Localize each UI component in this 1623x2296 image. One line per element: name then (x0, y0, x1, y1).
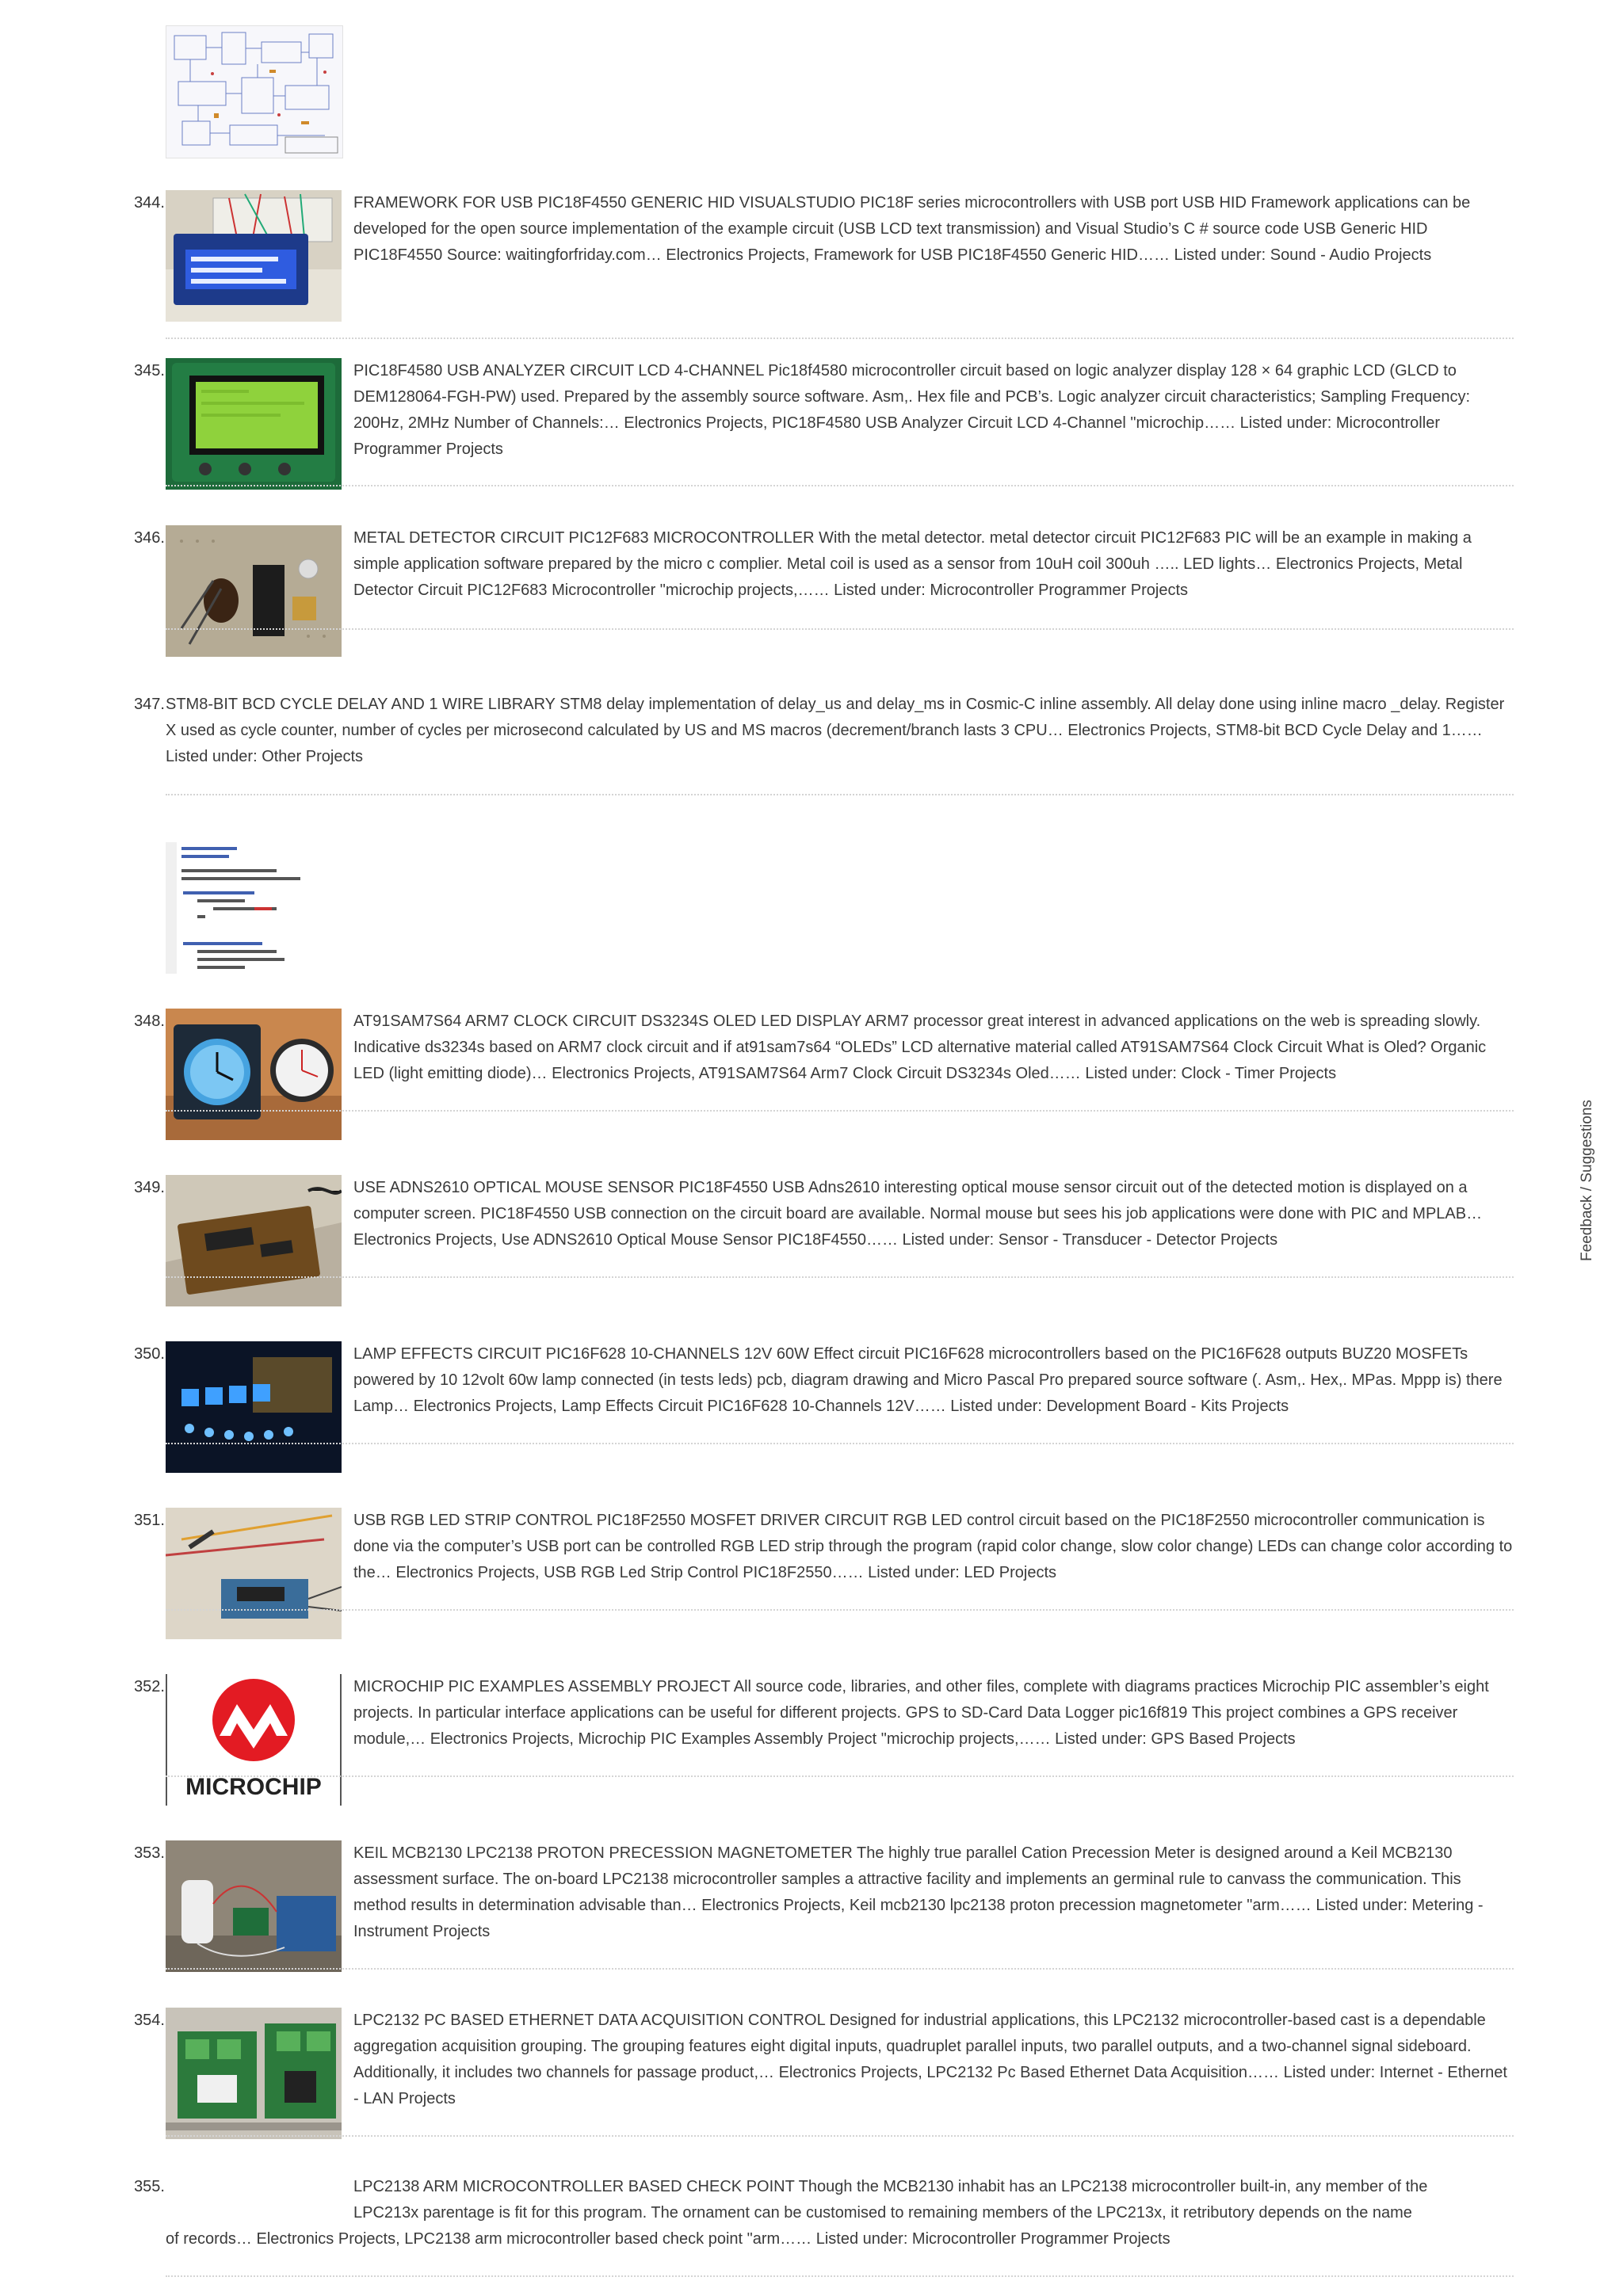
item-separator (166, 2135, 1514, 2137)
item-number: 346. (134, 529, 165, 547)
item-separator (166, 1443, 1514, 1444)
led-strip-image[interactable] (166, 1508, 342, 1639)
item-description[interactable]: STM8-BIT BCD CYCLE DELAY AND 1 WIRE LIBRARY STM8 delay implementation of delay_us and delay_ms in Cosmic-C inline assembly. All delay done using inline macro _delay. Register X used as cycle counter, number of cycles per microsecond calculated by US and MS macros (decrement/branch lasts 3 CPU… Electronics Projects, STM8-bit BCD Cycle Delay and 1…… Listed under: Other Projects (166, 696, 1505, 765)
item-separator (166, 794, 1514, 795)
microchip-logo-text: MICROCHIP (185, 1774, 322, 1800)
item-number: 355. (134, 2178, 165, 2195)
item-separator (166, 1276, 1514, 1278)
item-description[interactable]: MICROCHIP PIC EXAMPLES ASSEMBLY PROJECT All source code, libraries, and other files, complete with diagrams practices Microchip PIC assembler’s eight projects. In particular interface applications can be useful for different projects. GPS to SD-Card Data Logger pic16f819 This project combines a GPS receiver module,… Electronics Projects, Microchip PIC Examples Assembly Project "microchip projects,…… Listed under: GPS Based Projects (353, 1678, 1489, 1748)
item-description[interactable]: PIC18F4580 USB ANALYZER CIRCUIT LCD 4-CHANNEL Pic18f4580 microcontroller circuit based on logic analyzer display 128 × 64 graphic LCD (GLCD to DEM128064-FGH-PW) used. Prepared by the assembly source software. Asm,. Hex file and PCB’s. Logic analyzer circuit characteristics; Sampling Frequency: 200Hz, 2MHz Number of Channels:… Electronics Projects, PIC18F4580 USB Analyzer Circuit LCD 4-Channel "microchip…… Listed under: Microcontroller Programmer Projects (353, 362, 1471, 458)
item-description[interactable]: FRAMEWORK FOR USB PIC18F4550 GENERIC HID VISUALSTUDIO PIC18F series microcontrollers with USB port USB HID Framework applications can be developed for the open source implementation of the example circuit (USB LCD text transmission) and Visual Studio’s C # source code USB Generic HID PIC18F4550 Source: waitingforfriday.com… Electronics Projects, Framework for USB PIC18F4550 Generic HID…… Listed under: Sound - Audio Projects (353, 194, 1471, 264)
item-number: 351. (134, 1512, 165, 1529)
item-separator (166, 485, 1514, 486)
item-separator (166, 338, 1514, 339)
item-number: 354. (134, 2012, 165, 2029)
feedback-tab[interactable] (1575, 1089, 1599, 1272)
item-description[interactable]: LPC2132 PC BASED ETHERNET DATA ACQUISITION CONTROL Designed for industrial applications, this LPC2132 microcontroller-based cast is a dependable aggregation acquisition grouping. The grouping features eight digital inputs, quadruplet parallel inputs, two parallel outputs, and a two-channel signal sideboard. Additionally, it includes two channels for passage product,… Electronics Projects, LPC2132 Pc Based Ethernet Data Acquisition…… Listed under: Internet - Ethernet - LAN Projects (353, 2012, 1507, 2107)
code-listing-image[interactable] (166, 842, 342, 974)
item-number: 345. (134, 362, 165, 379)
ethernet-board-image[interactable] (166, 2008, 342, 2139)
mouse-sensor-image[interactable] (166, 1175, 342, 1306)
item-number: 348. (134, 1013, 165, 1030)
item-separator (166, 1968, 1514, 1970)
item-separator (166, 1609, 1514, 1611)
item-description-line[interactable]: LPC213x parentage is fit for this program. The ornament can be customised to remaining members of the LPC213x, it retributory depends on the name (353, 2204, 1412, 2222)
item-number: 347. (134, 696, 165, 713)
item-description[interactable]: METAL DETECTOR CIRCUIT PIC12F683 MICROCONTROLLER With the metal detector. metal detector circuit PIC12F683 PIC will be an example in making a simple application software prepared by the micro c complier. Metal coil is used as a sensor from 10uH coil 300uh ….. LED lights… Electronics Projects, Metal Detector Circuit PIC12F683 Microcontroller "microchip projects,…… Listed under: Microcontroller Programmer Projects (353, 529, 1472, 599)
microchip-logo-image[interactable] (166, 1674, 342, 1806)
item-separator (166, 1110, 1514, 1112)
item-number: 344. (134, 194, 165, 212)
metal-detector-image[interactable] (166, 525, 342, 657)
item-number: 349. (134, 1179, 165, 1196)
schematic-thumbnail-image[interactable] (166, 25, 343, 158)
item-description[interactable]: USB RGB LED STRIP CONTROL PIC18F2550 MOSFET DRIVER CIRCUIT RGB LED control circuit based on the PIC18F2550 microcontroller communication is done via the computer’s USB port can be controlled RGB LED strip through the program (rapid color change, slow color change) LEDs can change color according to the… Electronics Projects, USB RGB Led Strip Control PIC18F2550…… Listed under: LED Projects (353, 1512, 1513, 1581)
item-number: 352. (134, 1678, 165, 1695)
item-separator (166, 1775, 1514, 1777)
feedback-label[interactable]: Feedback / Suggestions (1579, 1100, 1595, 1261)
item-separator (166, 2275, 1514, 2277)
magnetometer-image[interactable] (166, 1840, 342, 1972)
item-number: 353. (134, 1844, 165, 1862)
blue-leds-image[interactable] (166, 1341, 342, 1473)
lcd-breadboard-image[interactable] (166, 190, 342, 322)
item-description[interactable]: AT91SAM7S64 ARM7 CLOCK CIRCUIT DS3234S OLED LED DISPLAY ARM7 processor great interest in advanced applications on the web is spreading slowly. Indicative ds3234s based on ARM7 clock circuit and if at91sam7s64 “OLEDs” LCD alternative material called AT91SAM7S64 Clock Circuit What is Oled? Organic LED (light emitting diode)… Electronics Projects, AT91SAM7S64 Arm7 Clock Circuit DS3234s Oled…… Listed under: Clock - Timer Projects (353, 1013, 1487, 1082)
item-separator (166, 628, 1514, 630)
item-description[interactable]: KEIL MCB2130 LPC2138 PROTON PRECESSION MAGNETOMETER The highly true parallel Cation Precession Meter is designed around a Keil MCB2130 assessment surface. The on-board LPC2138 microcontroller samples a attractive facility and implements an germinal rule to canvass the communication. This method results in determination advisable than… Electronics Projects, Keil mcb2130 lpc2138 proton precession magnetometer "arm…… Listed under: Metering - Instrument Projects (353, 1844, 1484, 1940)
item-description-line[interactable]: of records… Electronics Projects, LPC2138 arm microcontroller based check point "arm…… Listed under: Microcontroller Programmer Projects (166, 2230, 1170, 2248)
item-description-line[interactable]: LPC2138 ARM MICROCONTROLLER BASED CHECK POINT Though the MCB2130 inhabit has an LPC2138 microcontroller built-in, any member of the (353, 2178, 1428, 2195)
item-number: 350. (134, 1345, 165, 1363)
glcd-board-image[interactable] (166, 358, 342, 490)
item-description[interactable]: USE ADNS2610 OPTICAL MOUSE SENSOR PIC18F4550 USB Adns2610 interesting optical mouse sensor circuit out of the detected motion is displayed on a computer screen. PIC18F4550 USB connection on the circuit board are available. Normal mouse but sees his job applications were done with PIC and MPLAB… Electronics Projects, Use ADNS2610 Optical Mouse Sensor PIC18F4550…… Listed under: Sensor - Transducer - Detector Projects (353, 1179, 1483, 1249)
oled-clock-image[interactable] (166, 1009, 342, 1140)
item-description[interactable]: LAMP EFFECTS CIRCUIT PIC16F628 10-CHANNELS 12V 60W Effect circuit PIC16F628 microcontrollers based on the PIC16F628 outputs BUZ20 MOSFETs powered by 10 12volt 60w lamp connected (in tests leds) pcb, diagram drawing and Micro Pascal Pro prepared source software (. Asm,. Hex,. MPas. Mppp is) there Lamp… Electronics Projects, Lamp Effects Circuit PIC16F628 10-Channels 12V…… Listed under: Development Board - Kits Projects (353, 1345, 1503, 1415)
